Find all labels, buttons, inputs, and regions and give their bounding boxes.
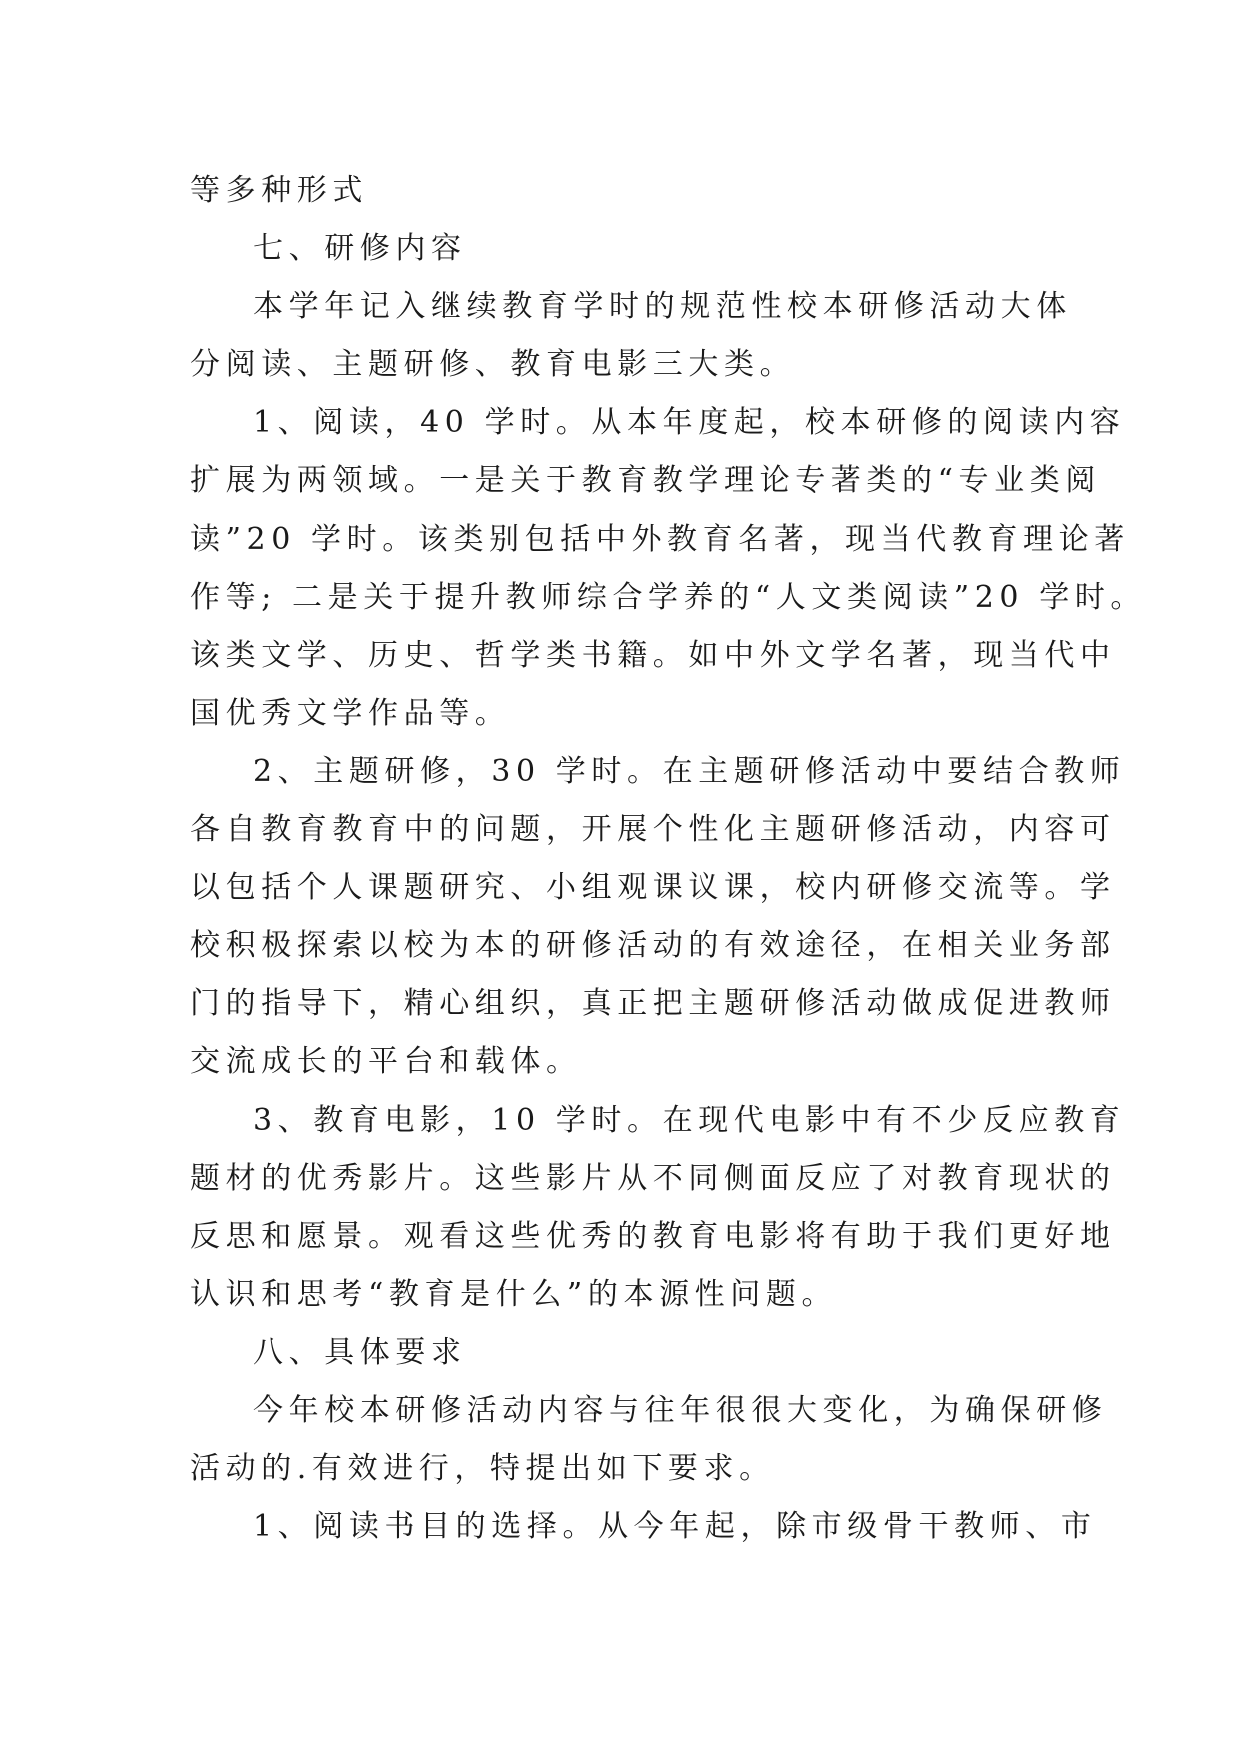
text-line: 作等; 二是关于提升教师综合学养的“人文类阅读”20 学时。: [190, 579, 1147, 615]
section-heading: 八、具体要求: [253, 1334, 467, 1370]
section-heading: 七、研修内容: [253, 231, 467, 267]
text-line: 校积极探索以校为本的研修活动的有效途径，在相关业务部: [190, 928, 1116, 964]
text-line: 分阅读、主题研修、教育电影三大类。: [190, 347, 796, 383]
text-line: 2、主题研修，30 学时。在主题研修活动中要结合教师: [253, 753, 1126, 789]
text-line: 各自教育教育中的问题，开展个性化主题研修活动，内容可: [190, 812, 1116, 848]
text-line: 3、教育电影，10 学时。在现代电影中有不少反应教育: [253, 1102, 1126, 1138]
text-line: 活动的.有效进行，特提出如下要求。: [190, 1451, 775, 1487]
text-line: 1、阅读，40 学时。从本年度起，校本研修的阅读内容: [253, 405, 1126, 441]
text-line: 门的指导下，精心组织，真正把主题研修活动做成促进教师: [190, 986, 1116, 1022]
text-line: 本学年记入继续教育学时的规范性校本研修活动大体: [253, 289, 1072, 325]
document-body: [190, 162, 1147, 1556]
text-line: 题材的优秀影片。这些影片从不同侧面反应了对教育现状的: [190, 1160, 1116, 1196]
text-line: 今年校本研修活动内容与往年很很大变化，为确保研修: [253, 1392, 1108, 1428]
text-line: 交流成长的平台和载体。: [190, 1044, 582, 1080]
text-line: 1、阅读书目的选择。从今年起，除市级骨干教师、市: [253, 1509, 1097, 1545]
text-line: 等多种形式: [190, 173, 368, 208]
text-line: 反思和愿景。观看这些优秀的教育电影将有助于我们更好地: [190, 1218, 1116, 1254]
text-line: 读”20 学时。该类别包括中外教育名著，现当代教育理论著: [190, 521, 1130, 557]
text-line: 认识和思考“教育是什么”的本源性问题。: [190, 1276, 838, 1312]
text-line: 国优秀文学作品等。: [190, 695, 511, 731]
text-line: 该类文学、历史、哲学类书籍。如中外文学名著，现当代中: [190, 637, 1116, 673]
text-line: 扩展为两领域。一是关于教育教学理论专著类的“专业类阅: [190, 463, 1101, 499]
text-line: 以包括个人课题研究、小组观课议课，校内研修交流等。学: [190, 870, 1116, 906]
